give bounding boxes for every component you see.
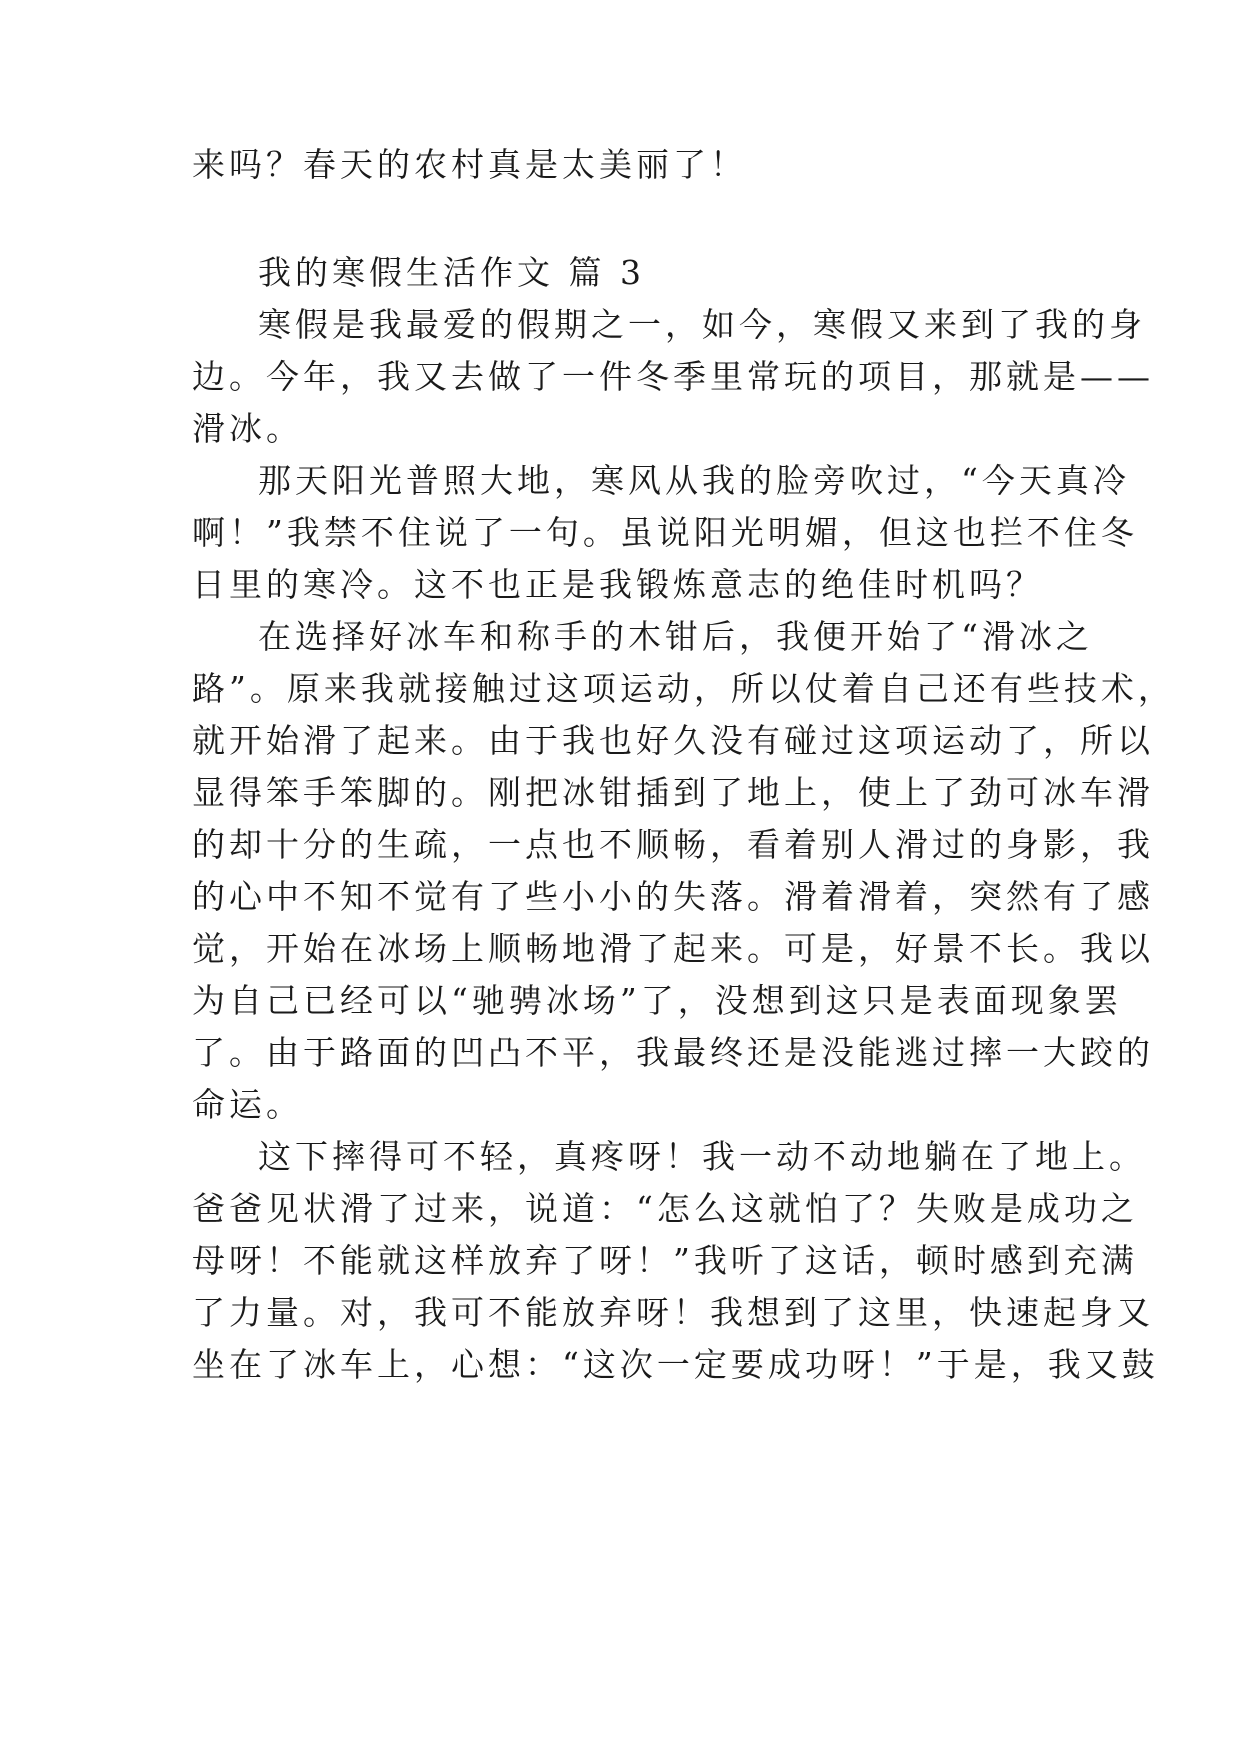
- paragraph-line: 路”。原来我就接触过这项运动，所以仗着自己还有些技术，: [192, 669, 1175, 708]
- paragraph-line: 啊！”我禁不住说了一句。虽说阳光明媚，但这也拦不住冬: [192, 513, 1138, 552]
- paragraph-line: 了。由于路面的凹凸不平，我最终还是没能逃过摔一大跤的: [192, 1033, 1154, 1072]
- section-heading: 我的寒假生活作文 篇 3: [258, 253, 645, 292]
- paragraph-line: 寒假是我最爱的假期之一，如今，寒假又来到了我的身: [258, 305, 1146, 344]
- paragraph-line: 在选择好冰车和称手的木钳后，我便开始了“滑冰之: [258, 617, 1093, 656]
- paragraph-line: 显得笨手笨脚的。刚把冰钳插到了地上，使上了劲可冰车滑: [192, 773, 1154, 812]
- paragraph-line: 那天阳光普照大地，寒风从我的脸旁吹过，“今天真冷: [258, 461, 1130, 500]
- paragraph-line: 这下摔得可不轻，真疼呀！我一动不动地躺在了地上。: [258, 1137, 1146, 1176]
- paragraph-line: 边。今年，我又去做了一件冬季里常玩的项目，那就是——: [192, 357, 1154, 396]
- paragraph-line: 爸爸见状滑了过来，说道：“怎么这就怕了？失败是成功之: [192, 1189, 1138, 1228]
- paragraph-line: 母呀！不能就这样放弃了呀！”我听了这话，顿时感到充满: [192, 1241, 1138, 1280]
- paragraph-line: 为自己已经可以“驰骋冰场”了，没想到这只是表面现象罢: [192, 981, 1122, 1020]
- paragraph-line: 的却十分的生疏，一点也不顺畅，看着别人滑过的身影，我: [192, 825, 1154, 864]
- paragraph-line: 日里的寒冷。这不也正是我锻炼意志的绝佳时机吗？: [192, 565, 1043, 604]
- paragraph-line: 就开始滑了起来。由于我也好久没有碰过这项运动了，所以: [192, 721, 1154, 760]
- paragraph-line: 命运。: [192, 1085, 303, 1124]
- paragraph-line: 了力量。对，我可不能放弃呀！我想到了这里，快速起身又: [192, 1293, 1154, 1332]
- paragraph-line: 觉，开始在冰场上顺畅地滑了起来。可是，好景不长。我以: [192, 929, 1154, 968]
- paragraph-line: 坐在了冰车上，心想：“这次一定要成功呀！”于是，我又鼓: [192, 1345, 1159, 1384]
- paragraph-line: 的心中不知不觉有了些小小的失落。滑着滑着，突然有了感: [192, 877, 1154, 916]
- paragraph-line: 滑冰。: [192, 409, 303, 448]
- text-line: 来吗？春天的农村真是太美丽了！: [192, 145, 747, 184]
